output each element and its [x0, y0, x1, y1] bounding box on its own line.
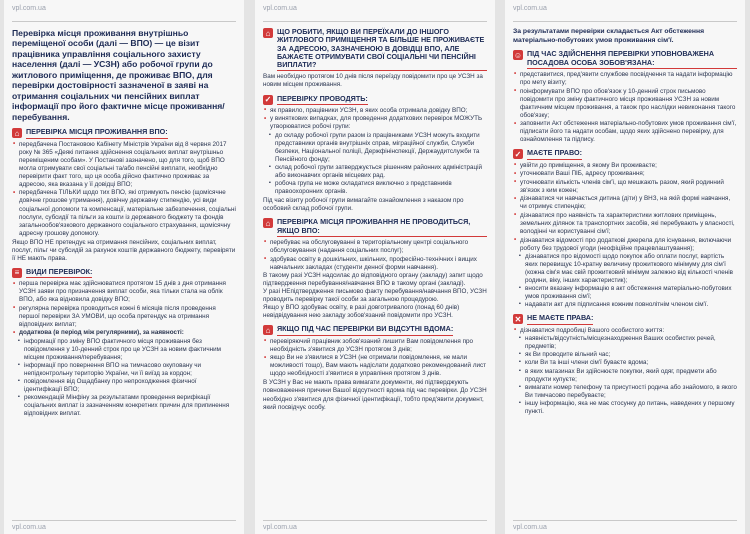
checklist-icon: ✓ [264, 95, 272, 104]
list-item: ▪ до складу робочої групи разом із працівниками УСЗН можуть входити представники органів внутрішніх справ, міграційної служби, Служби безпеки, Національної поліції, Держфінінспекції, Держаудитслужби та Пенсійного фонду; [269, 132, 487, 164]
list [263, 338, 487, 379]
list-item: ▪ коли Ви та інші члени сім'ї буваєте вдома; [519, 359, 737, 367]
paragraph: В такому разі УСЗН надсилає до відповідного органу (закладу) запит щодо підтвердження перебування/навчання ВПО в такому органі (закладі). [263, 272, 483, 288]
list [12, 280, 236, 337]
paragraph: У разі НЕпідтвердження письмово факту перебування/навчання ВПО, УСЗН проводить перевірку такої особи за загальною процедурою. [263, 288, 487, 304]
list-item: • уточнювати Ваші ПІБ, адресу проживання; [513, 170, 737, 178]
section-title: ☺ ПІД ЧАС ЗДІЙСНЕННЯ ПЕРЕВІРКИ УПОВНОВАЖЕНА ПОСАДОВА ОСОБА ЗОБОВ'ЯЗАНА: [513, 50, 737, 69]
list-item: • здобуває освіту в дошкільних, шкільних, професійно-технічних і вищих навчальних закладах (студенти денної форми навчання). [263, 256, 487, 272]
section-title: ⌂ ПЕРЕВІРКА МІСЦЯ ПРОЖИВАННЯ ВПО: [12, 128, 236, 138]
paragraph: Якщо у ВПО здобуває освіту, в разі довготривалого (понад 60 днів) невідвідування нею закладу зобов'язаний повідомити про УСЗН. [263, 304, 460, 320]
list-item: • передбачена ТІЛЬКИ щодо тих ВПО, які отримують пенсію (щомісячне довічне грошове утримання), довічну державну стипендію, усі види соціальної допомоги та компенсації, матеріальне забезпечення, соціальні послуги, субсидії та пільги за кошти із державного бюджету та фондів загальнообов'язкового державного соціального страхування, щомісячну адресну грошову допомогу. [12, 189, 236, 237]
list-item: • перевіряючий працівник зобов'язаний лишити Вам повідомлення про необхідність з'явитися до УСЗН протягом 3 днів; [263, 338, 487, 354]
list-item: ▪ як Ви проводите вільний час; [519, 351, 737, 359]
note: В УСЗН у Вас не мають права вимагати документи, які підтверджують повноваження причини Вашої відсутності вдома під час перевірки. До УСЗН необхідно з'явитися для фізичної ідентифікації, тобто пред'явити документ, який посвідчує особу. [263, 379, 487, 411]
section-title: ✕ НЕ МАЄТЕ ПРАВА: [514, 313, 594, 324]
site-header: vpl.com.ua [513, 0, 737, 22]
list-item: • передбачена Постановою Кабінету Міністрів України від 8 червня 2017 року № 365 «Деякі питання здійснення соціальних виплат внутрішньо переміщеним особам». У Постанові зазначено, що для того, щоб ВПО могла отримувати свої соціальні та/або пенсійні виплати, необхідно перевірити факт того, що ця особа дійсно фактично проживає за адресою, яка вказана у її довідці ВПО; [12, 141, 236, 189]
sub-list [519, 335, 737, 415]
page-column-2 [255, 0, 495, 534]
list-item: • поінформувати ВПО про обов'язок у 10-денний строк письмово повідомити про зміну фактичного місця проживання УСЗН за новим фактичним місцем проживання, а також про наслідки невиконання такого обов'язку; [513, 88, 737, 120]
list-item: • уточнювати кількість членів сім'ї, що мешкають разом, який родинний зв'язок з ким кожен; [513, 179, 737, 195]
list-item: • якщо Ви не з'явилися в УСЗН (не отримали повідомлення, не мали можливості тощо), Вам мають надіслати додатково рекомендований лист щодо необхідності з'явитися в управління протягом 3 днів. [263, 354, 487, 378]
list-item: ▪ дізнаватися про відомості щодо покупок або оплати послуг, вартість яких перевищує 10-кратну величину прожиткового мінімуму для сім'ї (кожна сім'я має свій прожитковий мінімум залежно від кількості членів родини, віку, інших характеристик); [519, 253, 737, 285]
section-title: ⌂ ПЕРЕВІРКА МІСЦЯ ПРОЖИВАННЯ НЕ ПРОВОДИТЬСЯ, ЯКЩО ВПО: [263, 218, 487, 237]
section-title: ✓ ПЕРЕВІРКУ ПРОВОДЯТЬ: [264, 93, 368, 104]
list-item: ▪ робоча група не може складатися виключно з представників правоохоронних органів. [269, 180, 487, 196]
house-icon: ⌂ [263, 218, 273, 228]
site-header: vpl.com.ua [12, 0, 236, 22]
list-item: ▪ вимагати номер телефону та присутності родича або знайомого, в якого Ви тимчасово перебуваєте; [519, 384, 737, 400]
section-title: ≡ ВИДИ ПЕРЕВІРОК: [12, 268, 236, 278]
checkmark-icon: ✓ [514, 149, 522, 159]
list-item: • додаткова (в період між регулярними), за наявності: [12, 329, 236, 337]
list-item: ▪ рекомендацій Мінфіну за результатами проведення верифікації соціальних виплат із зазначенням конкретних причин для припинення відповідних виплат. [18, 394, 236, 418]
page-column-3 [505, 0, 745, 534]
page-column-1 [4, 0, 244, 534]
list-item: ▪ наявність/відсутність/місцезнаходження Ваших особистих речей, предметів; [519, 335, 737, 351]
list-item: • перебуває на обслуговуванні в територіальному центрі соціального обслуговування (надання соціальних послуг); [263, 239, 487, 255]
list-item: • як правило, працівники УСЗН, в яких особа отримала довідку ВПО; [263, 107, 487, 115]
house-icon: ⌂ [12, 128, 22, 138]
note: Якщо ВПО НЕ претендує на отримання пенсійних, соціальних виплат, послуг, пільг чи субсидій за рахунок коштів державного бюджету, перевіряти її НЕ мають права. [12, 238, 236, 262]
list-item: • регулярна перевірка проводиться кожні 6 місяців після проведення першої перевірки ЗА УМОВИ, що особа претендує на отримання відповідних виплат; [12, 305, 236, 329]
site-footer: vpl.com.ua [12, 520, 236, 534]
lead-text: За результатами перевірки складається Акт обстеження матеріально-побутових умов проживання сім'ї. [513, 28, 705, 44]
list [513, 327, 737, 335]
person-icon: ☺ [513, 50, 523, 60]
sub-list [269, 132, 487, 196]
list-item: • увійти до приміщення, в якому Ви проживаєте; [513, 162, 737, 170]
list-item: • у виняткових випадках, для проведення додаткових перевірок МОЖУТЬ утворюватися робочі групи: [263, 115, 487, 131]
list-item: ▪ вносити вказану інформацію в акт обстеження матеріально-побутових умов проживання сім'ї; [519, 285, 737, 301]
list-item: • представитися, пред'явити службове посвідчення та надати інформацію про мету візиту; [513, 71, 737, 87]
list-item: ▪ склад робочої групи затверджується рішенням районних адміністрацій або виконавчих органів місцевих рад. [269, 164, 487, 180]
list-item: ▪ повідомлення від Ощадбанку про непроходження фізичної ідентифікації ВПО; [18, 378, 236, 394]
document-icon: ≡ [12, 268, 22, 278]
list-item: ▪ іншу інформацію, яка не має стосунку до питань, наведених у першому пункті. [519, 400, 737, 416]
site-header: vpl.com.ua [263, 0, 487, 22]
site-footer: vpl.com.ua [513, 520, 737, 534]
cross-icon: ✕ [514, 314, 522, 324]
list-item: • перша перевірка має здійснюватися протягом 15 днів з дня отримання УСЗН заяви про призначення виплат особи, яка тільки стала на облік ВПО, або яка відновила довідку ВПО; [12, 280, 236, 304]
list-item: • дізнаватися подробиці Вашого особистого життя: [513, 327, 737, 335]
sub-list [519, 253, 737, 309]
house-icon: ⌂ [263, 325, 273, 335]
list-item: ▪ в яких магазинах Ви здійснюєте покупки, який одяг, предмети або продукти купуєте; [519, 368, 737, 384]
list-item: • дізнаватися про наявність та характеристики житлових приміщень, земельних ділянок та транспортних засобів, які перебувають у власності, володінні чи користуванні сім'ї; [513, 212, 737, 236]
list-item: • заповнити Акт обстеження матеріально-побутових умов проживання сім'ї, підписати його та надати особам, щодо яких здійснено перевірку, для ознайомлення та підпису. [513, 120, 737, 144]
list [513, 71, 737, 144]
list-item: • дізнаватися відомості про додаткові джерела для існування, включаючи роботу без трудової угоди (неофіційне працевлаштування); [513, 237, 737, 253]
list [12, 141, 236, 238]
section-title: ✓ МАЄТЕ ПРАВО: [514, 148, 582, 159]
list [263, 107, 487, 132]
sub-list [18, 338, 236, 418]
section-title: ⌂ ЩО РОБИТИ, ЯКЩО ВИ ПЕРЕЇХАЛИ ДО ІНШОГО ЖИТЛОВОГО ПРИМІЩЕННЯ ТА БІЛЬШЕ НЕ ПРОЖИВАЄТЕ ЗА АДРЕСОЮ, ЗАЗНАЧЕНОЮ В ДОВІДЦІ ВПО, АЛЕ БАЖАЄТЕ ОТРИМУВАТИ СВОЇ СОЦІАЛЬНІ ЧИ ПЕНСІЙНІ ВИПЛАТИ? [263, 28, 487, 71]
list [513, 162, 737, 253]
house-icon: ⌂ [263, 28, 273, 38]
list-item: ▪ інформації про зміну ВПО фактичного місця проживання без повідомлення у 10-денний строк про це УСЗН за новим фактичним місцем проживання/перебування; [18, 338, 236, 362]
list [263, 239, 487, 272]
site-footer: vpl.com.ua [263, 520, 487, 534]
list-item: • дізнаватися чи навчається дитина (діти) у ВНЗ, на якій формі навчання, чи отримує стипендію; [513, 195, 737, 211]
section-title: ⌂ ЯКЩО ПІД ЧАС ПЕРЕВІРКИ ВИ ВІДСУТНІ ВДОМА: [263, 325, 487, 335]
list-item: ▪ надавати акт для підписання кожним повнолітнім членом сім'ї. [519, 301, 737, 309]
intro-text: Перевірка місця проживання внутрішньо переміщеної особи (далі — ВПО) — це візит працівника управління соціального захисту населення (далі — УСЗН) або робочої групи до житлового приміщення, де проживає ВПО, для перевірки достовірності зазначеної в заяві на отримання соціальних чи пенсійних виплат інформації про його фактичне місце проживання/перебування. [12, 28, 225, 122]
list-item: ▪ інформації про повернення ВПО на тимчасово окуповану чи непідконтрольну територію України, чи її виїзд за кордон; [18, 362, 236, 378]
note: Під час візиту робочої групи вимагайте ознайомлення з наказом про особовий склад робочої групи. [263, 197, 464, 213]
paragraph: Вам необхідно протягом 10 днів після переїзду повідомити про це УСЗН за новим місцем проживання. [263, 73, 483, 89]
